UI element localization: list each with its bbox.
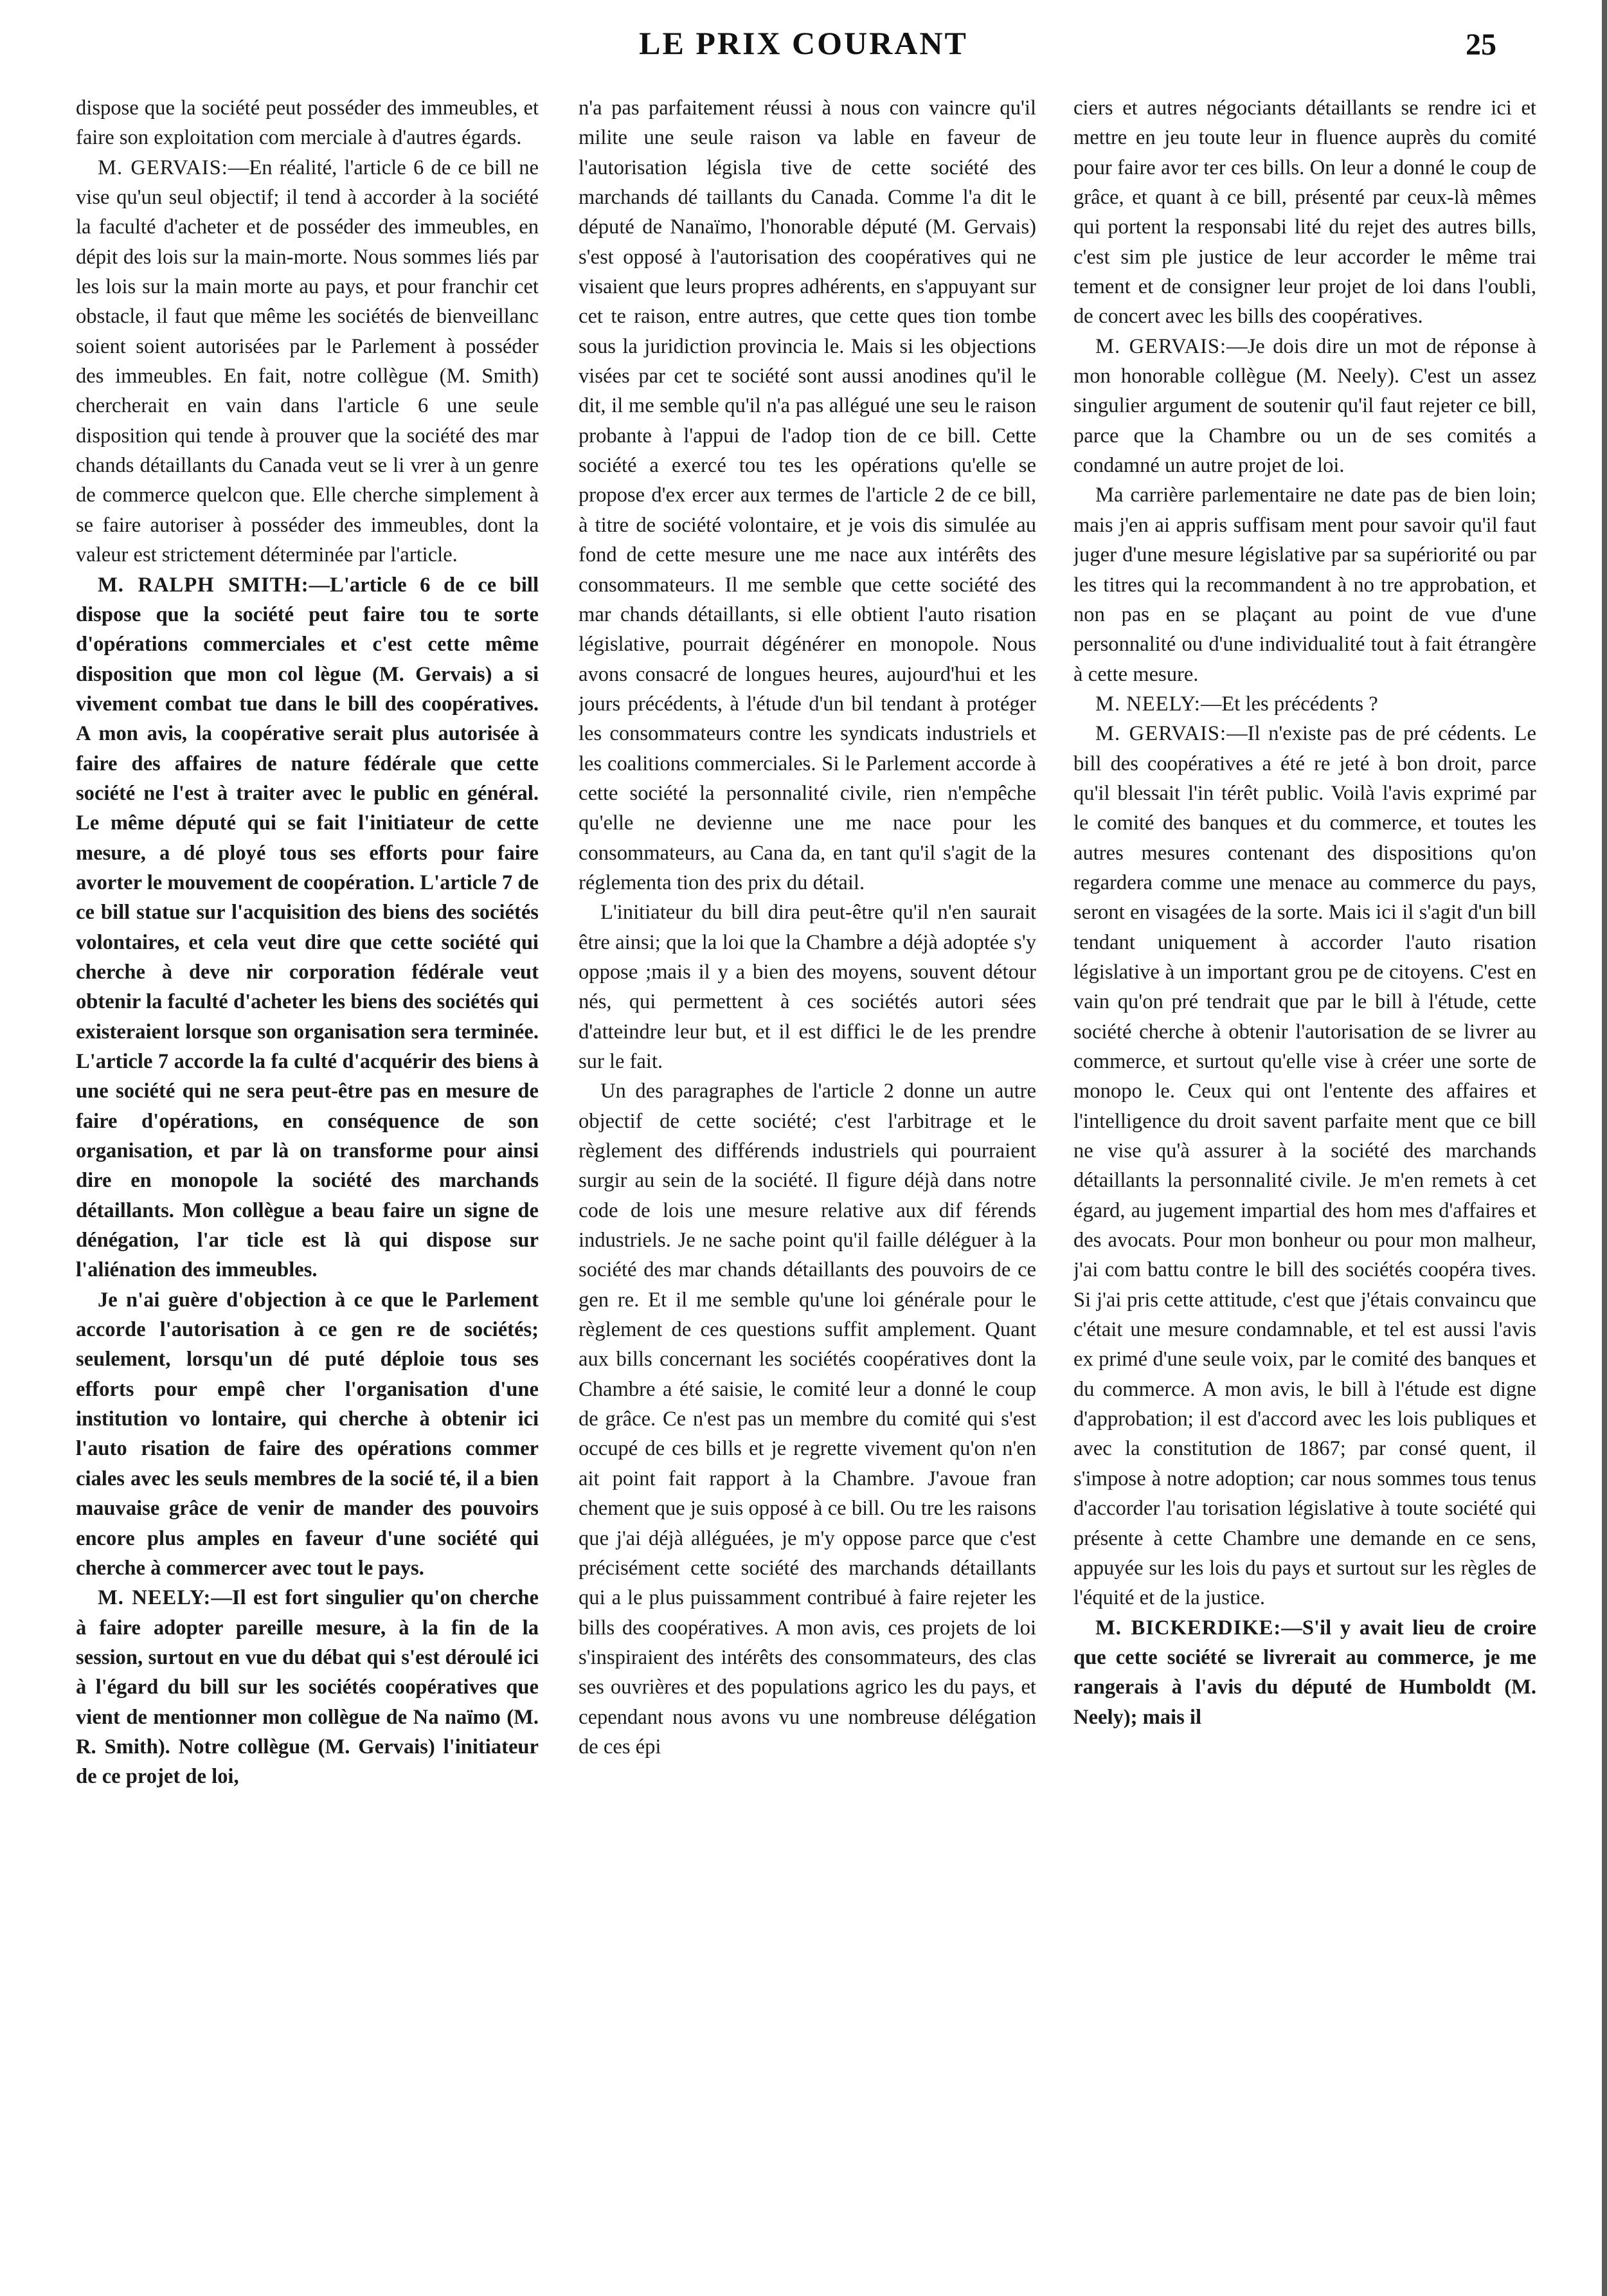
speaker-name: M. RALPH SMITH: [98, 573, 309, 597]
paragraph [76, 1583, 539, 1791]
paragraph-text: —En réalité, l'article 6 de ce bill ne vise qu'un seul objectif; il tend à accorder à la société la faculté d'acheter et de posséder des immeubles, en dépit des lois sur la main-morte. Nous sommes liés par les lois sur la main morte au pays, et pour franchir cet obstacle, il faut que même les sociétés de bienveillanc soient soient autorisées par le Parlement à posséder des immeubles. En fait, notre collègue (M. Smith) chercherait en vain dans l'article 6 une seule disposition qui tende à prouver que la société des mar chands détaillants du Canada veut se li vrer à un genre de commerce quelcon que. Elle cherche simplement à se faire autoriser à posséder des immeubles, dont la valeur est strictement déterminée par l'article. [76, 156, 539, 567]
paragraph [1073, 93, 1536, 332]
text-column-3 [1073, 93, 1536, 2254]
paragraph-text: Un des paragraphes de l'article 2 donne un autre objectif de cette société; c'est l'arbitrage et le règlement des différends industriels qui pourraient surgir au sein de la société. Il figure déjà dans notre code de lois une mesure relative aux dif férends industriels. Je ne sache point qu'il faille déléguer à la société des mar chands détaillants des pouvoirs de ce gen re. Et il me semble qu'une loi générale pour le règlement de ces questions suffit amplement. Quant aux bills concernant les sociétés coopératives dont la Chambre a été saisie, le comité leur a donné le coup de grâce. Ce n'est pas un membre du comité qui s'est occupé de ces bills et je regrette vivement qu'on n'en ait point fait rapport à la Chambre. J'avoue fran chement que je suis opposé à ce bill. Ou tre les raisons que j'ai déjà alléguées, je m'y oppose parce que c'est précisément cette société des marchands détaillants qui a le plus puissamment contribué à faire rejeter les bills des coopératives. A mon avis, ces projets de loi s'inspiraient des intérêts des consommateurs, des clas ses ouvrières et des populations agrico les du pays, et cependant nous avons vu une nombreuse délégation de ces épi [579, 1080, 1036, 1758]
paragraph-text: dispose que la société peut posséder des immeubles, et faire son exploitation com merciale à d'autres égards. [76, 96, 539, 150]
paragraph [1073, 719, 1536, 1613]
paragraph-text: —Et les précédents ? [1200, 692, 1378, 716]
paragraph-text: ciers et autres négociants détaillants se rendre ici et mettre en jeu toute leur in fluence auprès du comité pour faire avor ter ces bills. On leur a donné le coup de grâce, et quant à ce bill, présenté par ceux-là mêmes qui portent la responsabi lité du rejet des autres bills, c'est sim ple justice de leur accorder le même trai tement et de consigner leur projet de loi dans l'oubli, de concert avec les bills des coopératives. [1073, 96, 1536, 329]
paragraph [579, 898, 1036, 1076]
paragraph-text: Je n'ai guère d'objection à ce que le Parlement accorde l'autorisation à ce gen re de sociétés; seulement, lorsqu'un dé puté déploie tous ses efforts pour empê cher l'organisation d'une institution vo lontaire, qui cherche à obtenir ici l'auto risation de faire des opérations commer ciales avec les seuls membres de la socié té, il a bien mauvaise grâce de venir de mander des pouvoirs encore plus amples en faveur d'une société qui cherche à commercer avec tout le pays. [76, 1288, 539, 1580]
paragraph-text: —S'il y avait lieu de croire que cette société se livrerait au commerce, je me rangerais à l'avis du député de Humboldt (M. Neely); mais il [1073, 1616, 1536, 1729]
paragraph [1073, 1613, 1536, 1732]
paragraph [1073, 332, 1536, 481]
paragraph-text: n'a pas parfaitement réussi à nous con vaincre qu'il milite une seule raison va lable en faveur de l'autorisation législa tive de cette société des marchands dé taillants du Canada. Comme l'a dit le député de Nanaïmo, l'honorable député (M. Gervais) s'est opposé à l'autorisation des coopératives qui ne visaient que leurs propres adhérents, en s'appuyant sur cet te raison, entre autres, que cette ques tion tombe sous la juridiction provincia le. Mais si les objections visées par cet te société sont aussi anodines qu'il le dit, il me semble qu'il n'a pas allégué une seu le raison probante à l'appui de l'adop tion de ce bill. Cette société a exercé tou tes les opérations qu'elle se propose d'ex ercer aux termes de l'article 2 de ce bill, à titre de société volontaire, et je vois dis simulée au fond de cette mesure une me nace aux intérêts des consommateurs. Il me semble que cette société des mar chands détaillants, si elle obtient l'auto risation législative, pourrait dégénérer en monopole. Nous avons consacré de longues heures, aujourd'hui et les jours précédents, à l'étude d'un bil tendant à protéger les consommateurs contre les syndicats industriels et les coalitions commerciales. Si le Parlement accorde à cette société la personnalité civile, rien n'empêche qu'elle ne devienne une me nace pour les consommateurs, au Cana da, en tant qu'il s'agit de la réglementa tion des prix du détail. [579, 96, 1036, 894]
speaker-name: M. GERVAIS: [1095, 334, 1227, 358]
paragraph [76, 153, 539, 570]
speaker-name: M. GERVAIS: [1095, 722, 1227, 746]
paragraph [76, 570, 539, 1285]
paragraph-text: —Je dois dire un mot de réponse à mon honorable collègue (M. Neely). C'est un assez singulier argument de soutenir qu'il faut rejeter ce bill, parce que la Chambre ou un de ses comités a condamné un autre projet de loi. [1073, 334, 1536, 478]
paragraph-text: —L'article 6 de ce bill dispose que la société peut faire tou te sorte d'opérations commerciales et c'est cette même disposition que mon col lègue (M. Gervais) a si vivement combat tue dans le bill des coopératives. A mon avis, la coopérative serait plus autorisée à faire des affaires de nature fédérale que cette société ne l'est à traiter avec le public en général. Le même député qui se fait l'initiateur de cette mesure, a dé ployé tous ses efforts pour faire avorter le mouvement de coopération. L'article 7 de ce bill statue sur l'acquisition des biens des sociétés volontaires, et cela veut dire que cette société qui cherche à deve nir corporation fédérale veut obtenir la faculté d'acheter les biens des sociétés qui existeraient lorsque son organisation sera terminée. L'article 7 accorde la fa culté d'acquérir des biens à une société qui ne sera peut-être pas en mesure de faire d'opérations, en conséquence de son organisation, et par là on transforme pour ainsi dire en monopole la société des marchands détaillants. Mon collègue a beau faire un signe de dénégation, l'ar ticle est là qui dispose sur l'aliénation des immeubles. [76, 573, 539, 1282]
paragraph [579, 93, 1036, 898]
paragraph [1073, 689, 1536, 719]
paragraph [1073, 480, 1536, 689]
text-column-1 [76, 93, 539, 2254]
running-header-title: LE PRIX COURANT [639, 25, 968, 61]
paragraph-text: —Il n'existe pas de pré cédents. Le bill des coopératives a été re jeté à bon droit, parce qu'il blessait l'in térêt public. Voilà l'avis exprimé par le comité des banques et du commerce, et toutes les autres mesures contenant des dispositions qu'on regardera comme une menace au commerce du pays, seront en visagées de la sorte. Mais ici il s'agit d'un bill tendant uniquement à accorder l'auto risation législative à un important grou pe de citoyens. C'est en vain qu'on pré tendrait que par le bill à l'étude, cette société cherche à obtenir l'autorisation de se livrer au commerce, et surtout qu'elle vise à créer une sorte de monopo le. Ceux qui ont l'entente des affaires et l'intelligence du droit savent parfaite ment que ce bill ne vise qu'à assurer à la société des marchands détaillants la personnalité civile. Je m'en remets à cet égard, au jugement impartial des hom mes d'affaires et des avocats. Pour mon bonheur ou pour mon malheur, j'ai com battu contre le bill des sociétés coopéra tives. Si j'ai pris cette attitude, c'est que j'étais convaincu que c'était une mesure condamnable, et tel est aussi l'avis ex primé d'une seule voix, par le comité des banques et du commerce. A mon avis, le bill à l'étude est digne d'approbation; il est d'accord avec les lois publiques et avec la constitution de 1867; par consé quent, il s'impose à notre adoption; car nous sommes tous tenus d'accorder l'au torisation législative à toute société qui présente à cette Chambre une demande en ce sens, appuyée sur les lois du pays et surtout sur les règles de l'équité et de la justice. [1073, 722, 1536, 1610]
paragraph [76, 1285, 539, 1583]
paragraph-text: L'initiateur du bill dira peut-être qu'il n'en saurait être ainsi; que la loi que la Chambre a déjà adoptée s'y oppose ;mais il y a bien des moyens, souvent détour nés, qui permettent à ces sociétés autori sées d'atteindre leur but, et il est diffici le de les prendre sur le fait. [579, 901, 1036, 1073]
paragraph [579, 1076, 1036, 1762]
paragraph [76, 93, 539, 153]
page-number: 25 [1466, 28, 1496, 62]
speaker-name: M. NEELY: [98, 1586, 211, 1610]
speaker-name: M. NEELY: [1095, 692, 1201, 716]
speaker-name: M. GERVAIS: [98, 156, 228, 179]
paragraph-text: Ma carrière parlementaire ne date pas de bien loin; mais j'en ai appris suffisam ment pour savoir qu'il faut juger d'une mesure législative par sa supériorité ou par les titres qui la recommandent à no tre approbation, et non pas en se plaçant au point de vue d'une personnalité ou d'une individualité tout à fait étrangère à cette mesure. [1073, 484, 1536, 686]
text-column-2 [579, 93, 1036, 2254]
page-edge [1602, 0, 1607, 2296]
speaker-name: M. BICKERDIKE: [1095, 1616, 1282, 1640]
paragraph-text: —Il est fort singulier qu'on cherche à faire adopter pareille mesure, à la fin de la session, surtout en vue du débat qui s'est déroulé ici à l'égard du bill sur les sociétés coopératives que vient de mentionner mon collègue de Na naïmo (M. R. Smith). Notre collègue (M. Gervais) l'initiateur de ce projet de loi, [76, 1586, 539, 1789]
